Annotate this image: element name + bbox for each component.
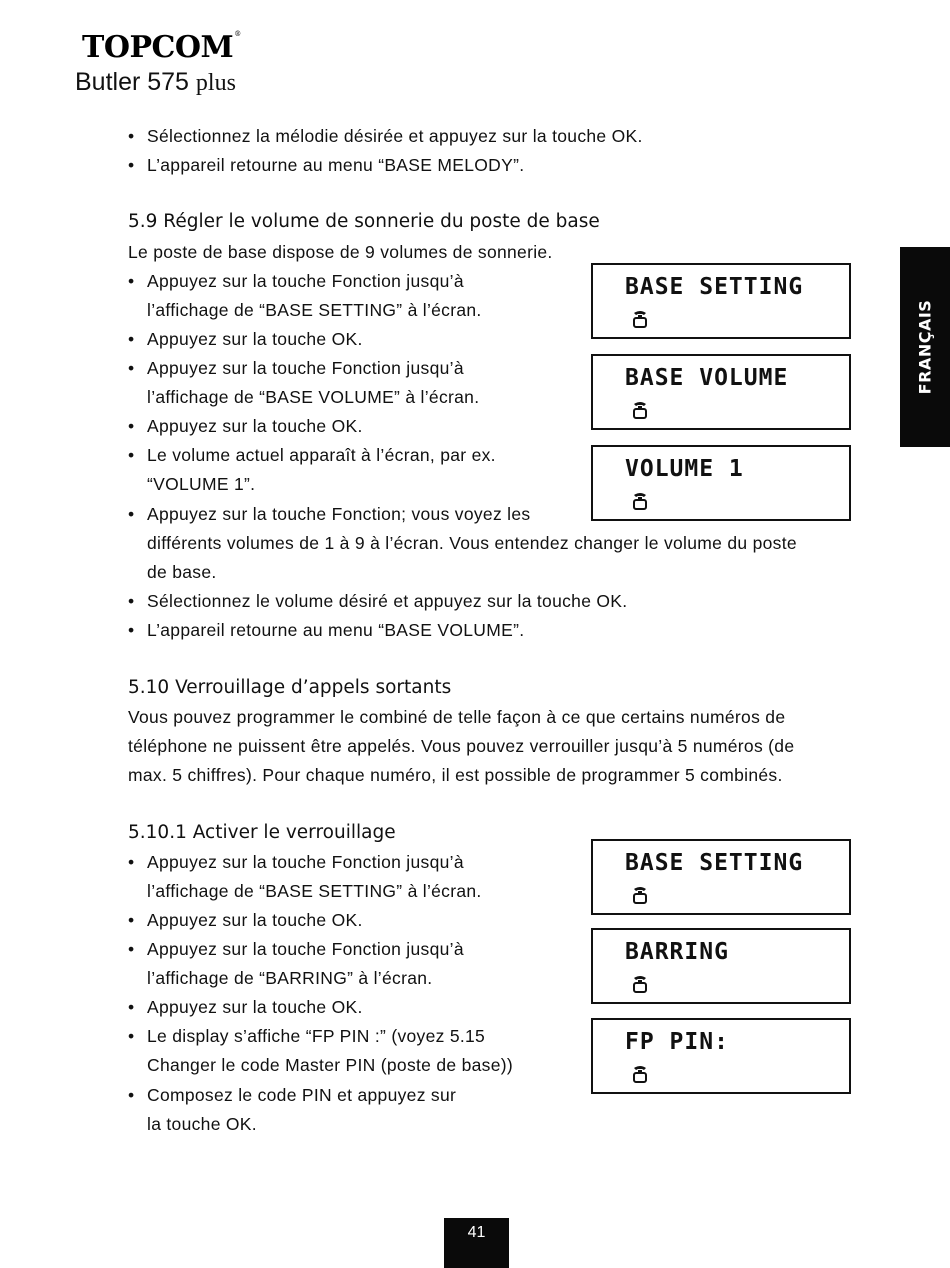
s5101-line: l’affichage de “BARRING” à l’écran. <box>147 968 433 988</box>
lcd-display <box>591 1018 851 1094</box>
s59-line: différents volumes de 1 à 9 à l’écran. Vous entendez changer le volume du poste <box>147 533 797 553</box>
bullet-mark: • <box>128 997 135 1017</box>
section-59-heading: 5.9 Régler le volume de sonnerie du poste de base <box>128 211 600 232</box>
handset-icon <box>631 400 649 420</box>
s5101-line: Appuyez sur la touche Fonction jusqu’à <box>147 939 464 959</box>
s59-line: l’affichage de “BASE VOLUME” à l’écran. <box>147 387 480 407</box>
handset-icon <box>631 974 649 994</box>
topcom-logo: TOPCOM® <box>82 30 241 65</box>
lcd-text: BASE SETTING <box>625 850 804 876</box>
handset-icon <box>631 1064 649 1084</box>
lcd-text: BASE SETTING <box>625 274 804 300</box>
s5101-line: Appuyez sur la touche OK. <box>147 997 363 1017</box>
s59-line: Appuyez sur la touche OK. <box>147 329 363 349</box>
bullet-mark: • <box>128 329 135 349</box>
handset-icon <box>631 885 649 905</box>
s5101-line: Appuyez sur la touche Fonction jusqu’à <box>147 852 464 872</box>
bullet-mark: • <box>128 126 135 146</box>
bullet-mark: • <box>128 910 135 930</box>
bullet-mark: • <box>128 504 135 524</box>
section-5101-heading: 5.10.1 Activer le verrouillage <box>128 822 396 843</box>
model-title: Butler 575 plus <box>75 68 236 96</box>
intro-line-1: Sélectionnez la mélodie désirée et appuyez sur la touche OK. <box>147 126 643 146</box>
s59-line: Le volume actuel apparaît à l’écran, par ex. <box>147 445 496 465</box>
handset-icon <box>631 309 649 329</box>
s5101-line: l’affichage de “BASE SETTING” à l’écran. <box>147 881 482 901</box>
lcd-display <box>591 354 851 430</box>
s5101-line: Appuyez sur la touche OK. <box>147 910 363 930</box>
lcd-display <box>591 839 851 915</box>
bullet-mark: • <box>128 271 135 291</box>
bullet-mark: • <box>128 1026 135 1046</box>
s59-line: L’appareil retourne au menu “BASE VOLUME”. <box>147 620 525 640</box>
s510-paragraph-line: max. 5 chiffres). Pour chaque numéro, il est possible de programmer 5 combinés. <box>128 765 783 785</box>
lcd-display <box>591 263 851 339</box>
bullet-mark: • <box>128 445 135 465</box>
language-tab-label: FRANÇAIS <box>915 299 935 395</box>
s510-paragraph-line: téléphone ne puissent être appelés. Vous pouvez verrouiller jusqu’à 5 numéros (de <box>128 736 795 756</box>
s59-line: Appuyez sur la touche OK. <box>147 416 363 436</box>
bullet-mark: • <box>128 155 135 175</box>
s59-line: l’affichage de “BASE SETTING” à l’écran. <box>147 300 482 320</box>
bullet-mark: • <box>128 620 135 640</box>
lcd-text: BARRING <box>625 939 729 965</box>
lcd-display <box>591 928 851 1004</box>
s59-line: Appuyez sur la touche Fonction jusqu’à <box>147 271 464 291</box>
s59-line: de base. <box>147 562 217 582</box>
page-number: 41 <box>444 1218 509 1268</box>
s5101-line: Changer le code Master PIN (poste de base)) <box>147 1055 513 1075</box>
s59-line: “VOLUME 1”. <box>147 474 256 494</box>
lcd-display <box>591 445 851 521</box>
lcd-text: VOLUME 1 <box>625 456 744 482</box>
s5101-line: Composez le code PIN et appuyez sur <box>147 1085 457 1105</box>
language-tab <box>900 247 950 447</box>
section-510-heading: 5.10 Verrouillage d’appels sortants <box>128 677 452 698</box>
lcd-text: FP PIN: <box>625 1029 729 1055</box>
handset-icon <box>631 491 649 511</box>
s59-line: Sélectionnez le volume désiré et appuyez sur la touche OK. <box>147 591 628 611</box>
intro-line-2: L’appareil retourne au menu “BASE MELODY”. <box>147 155 525 175</box>
bullet-mark: • <box>128 1085 135 1105</box>
s59-line: Appuyez sur la touche Fonction; vous voyez les <box>147 504 531 524</box>
s5101-line: Le display s’affiche “FP PIN :” (voyez 5.15 <box>147 1026 486 1046</box>
s510-paragraph-line: Vous pouvez programmer le combiné de telle façon à ce que certains numéros de <box>128 707 786 727</box>
section-59-intro: Le poste de base dispose de 9 volumes de sonnerie. <box>128 242 553 262</box>
bullet-mark: • <box>128 939 135 959</box>
bullet-mark: • <box>128 852 135 872</box>
bullet-mark: • <box>128 358 135 378</box>
s5101-line: la touche OK. <box>147 1114 257 1134</box>
s59-line: Appuyez sur la touche Fonction jusqu’à <box>147 358 464 378</box>
lcd-text: BASE VOLUME <box>625 365 789 391</box>
bullet-mark: • <box>128 416 135 436</box>
bullet-mark: • <box>128 591 135 611</box>
